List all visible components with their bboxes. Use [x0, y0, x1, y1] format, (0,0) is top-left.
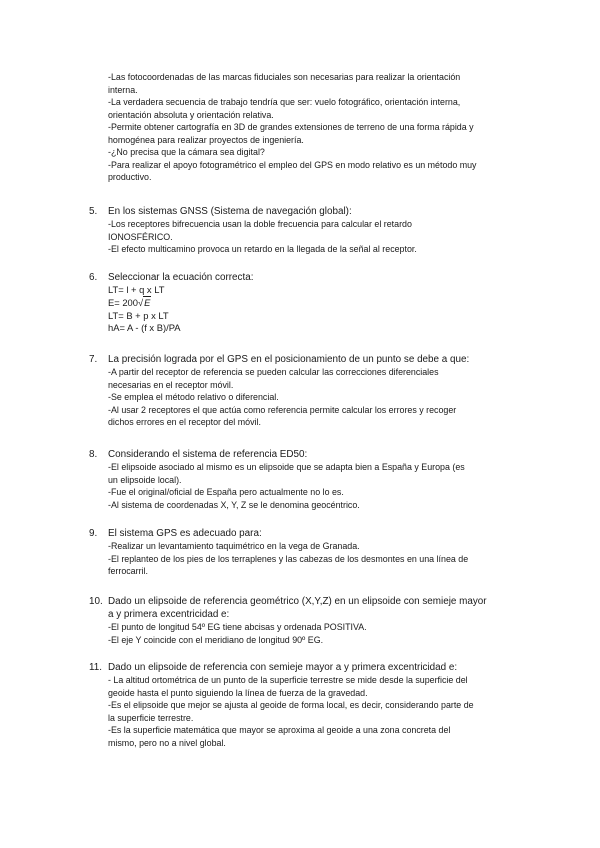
question-number: 11. — [89, 662, 102, 673]
option-line: la superficie terrestre. — [108, 712, 194, 723]
question-7 — [89, 353, 519, 429]
option-line: -A partir del receptor de referencia se pueden calcular las correcciones diferenciales — [108, 367, 439, 377]
question-9 — [89, 527, 519, 578]
option-line: -Es la superficie matemática que mayor se aproxima al geoide a una zona concreta del — [108, 725, 451, 735]
equation-root-argument: E — [144, 296, 151, 308]
intro-line: interna. — [108, 84, 138, 95]
question-9-heading — [89, 527, 519, 540]
intro-line: -Para realizar el apoyo fotogramétrico el empleo del GPS en modo relativo es un método muy — [108, 159, 477, 170]
question-text: Considerando el sistema de referencia ED50: — [108, 449, 308, 460]
intro-line: homogénea para realizar proyectos de ingeniería. — [108, 134, 304, 145]
question-6-heading — [89, 271, 519, 284]
question-5-heading — [89, 205, 519, 218]
question-11-heading — [89, 661, 519, 674]
intro-line: productivo. — [108, 172, 152, 182]
option-line: -Al usar 2 receptores el que actúa como referencia permite calcular los errores y recoger — [108, 404, 457, 415]
equation-prefix: E= 200 — [108, 296, 138, 308]
intro-line: -¿No precisa que la cámara sea digital? — [108, 147, 265, 157]
question-6 — [89, 271, 519, 335]
option-line: -Fue el original/oficial de España pero actualmente no lo es. — [108, 487, 344, 497]
equation-option: LT= B + p x LT — [108, 309, 169, 321]
option-line: necesarias en el receptor móvil. — [108, 379, 234, 390]
equation-option: LT= l + q x LT — [108, 284, 165, 295]
option-line: mismo, pero no a nivel global. — [108, 737, 226, 748]
square-root-icon: √ — [137, 296, 144, 308]
question-number: 8. — [89, 449, 98, 460]
option-line: -Al sistema de coordenadas X, Y, Z se le denomina geocéntrico. — [108, 499, 360, 510]
question-7-heading — [89, 353, 519, 366]
option-line: -Se emplea el método relativo o diferencial. — [108, 392, 279, 402]
intro-line: -Las fotocoordenadas de las marcas fiduciales son necesarias para realizar la orientación — [108, 72, 461, 82]
question-10-heading — [89, 595, 519, 608]
option-line: -El elipsoide asociado al mismo es un elipsoide que se adapta bien a España y Europa (es — [108, 462, 465, 472]
intro-line: -La verdadera secuencia de trabajo tendría que ser: vuelo fotográfico, orientación interna, — [108, 97, 461, 107]
question-8-heading — [89, 448, 519, 461]
equation-option-sqrt — [108, 297, 519, 310]
intro-options — [108, 71, 508, 184]
option-line: -El eje Y coincide con el meridiano de longitud 90º EG. — [108, 634, 324, 645]
option-line: IONOSFÉRICO. — [108, 231, 173, 242]
option-line: -El replanteo de los pies de los terraplenes y las cabezas de los desmontes en una línea de — [108, 553, 469, 564]
question-text: Dado un elipsoide de referencia geométrico (X,Y,Z) en un elipsoide con semieje mayor — [108, 596, 487, 607]
question-text: El sistema GPS es adecuado para: — [108, 528, 262, 539]
option-line: geoide hasta el punto siguiendo la línea de fuerza de la gravedad. — [108, 687, 368, 698]
option-line: -El punto de longitud 54º EG tiene abcisas y ordenada POSITIVA. — [108, 622, 367, 632]
question-number: 5. — [89, 206, 98, 217]
question-text: Seleccionar la ecuación correcta: — [108, 272, 254, 283]
option-line: ferrocarril. — [108, 566, 148, 576]
question-number: 9. — [89, 528, 98, 539]
question-11 — [89, 661, 519, 749]
question-number: 10. — [89, 596, 103, 607]
question-10 — [89, 595, 519, 646]
question-number: 6. — [89, 272, 98, 283]
question-number: 7. — [89, 354, 98, 365]
option-line: un elipsoide local). — [108, 474, 182, 485]
question-text-continued: a y primera excentricidad e: — [108, 609, 230, 620]
option-line: -Es el elipsoide que mejor se ajusta al geoide de forma local, es decir, considerando parte de — [108, 700, 474, 710]
question-text: Dado un elipsoide de referencia con semieje mayor a y primera excentricidad e: — [108, 662, 458, 673]
intro-line: -Permite obtener cartografía en 3D de grandes extensiones de terreno de una forma rápida y — [108, 122, 474, 132]
equation-option: hA= A - (f x B)/PA — [108, 322, 181, 334]
option-line: dichos errores en el receptor del móvil. — [108, 417, 261, 427]
intro-line: orientación absoluta y orientación relativa. — [108, 109, 274, 120]
option-line: -Realizar un levantamiento taquimétrico en la vega de Granada. — [108, 541, 360, 551]
question-text: La precisión lograda por el GPS en el posicionamiento de un punto se debe a que: — [108, 354, 470, 365]
question-text: En los sistemas GNSS (Sistema de navegación global): — [108, 206, 352, 217]
option-line: -Los receptores bifrecuencia usan la doble frecuencia para calcular el retardo — [108, 219, 412, 229]
question-5 — [89, 205, 519, 256]
option-line: -El efecto multicamino provoca un retardo en la llegada de la señal al receptor. — [108, 244, 417, 254]
question-8 — [89, 448, 519, 511]
option-line: - La altitud ortométrica de un punto de la superficie terrestre se mide desde la superficie del — [108, 675, 468, 685]
